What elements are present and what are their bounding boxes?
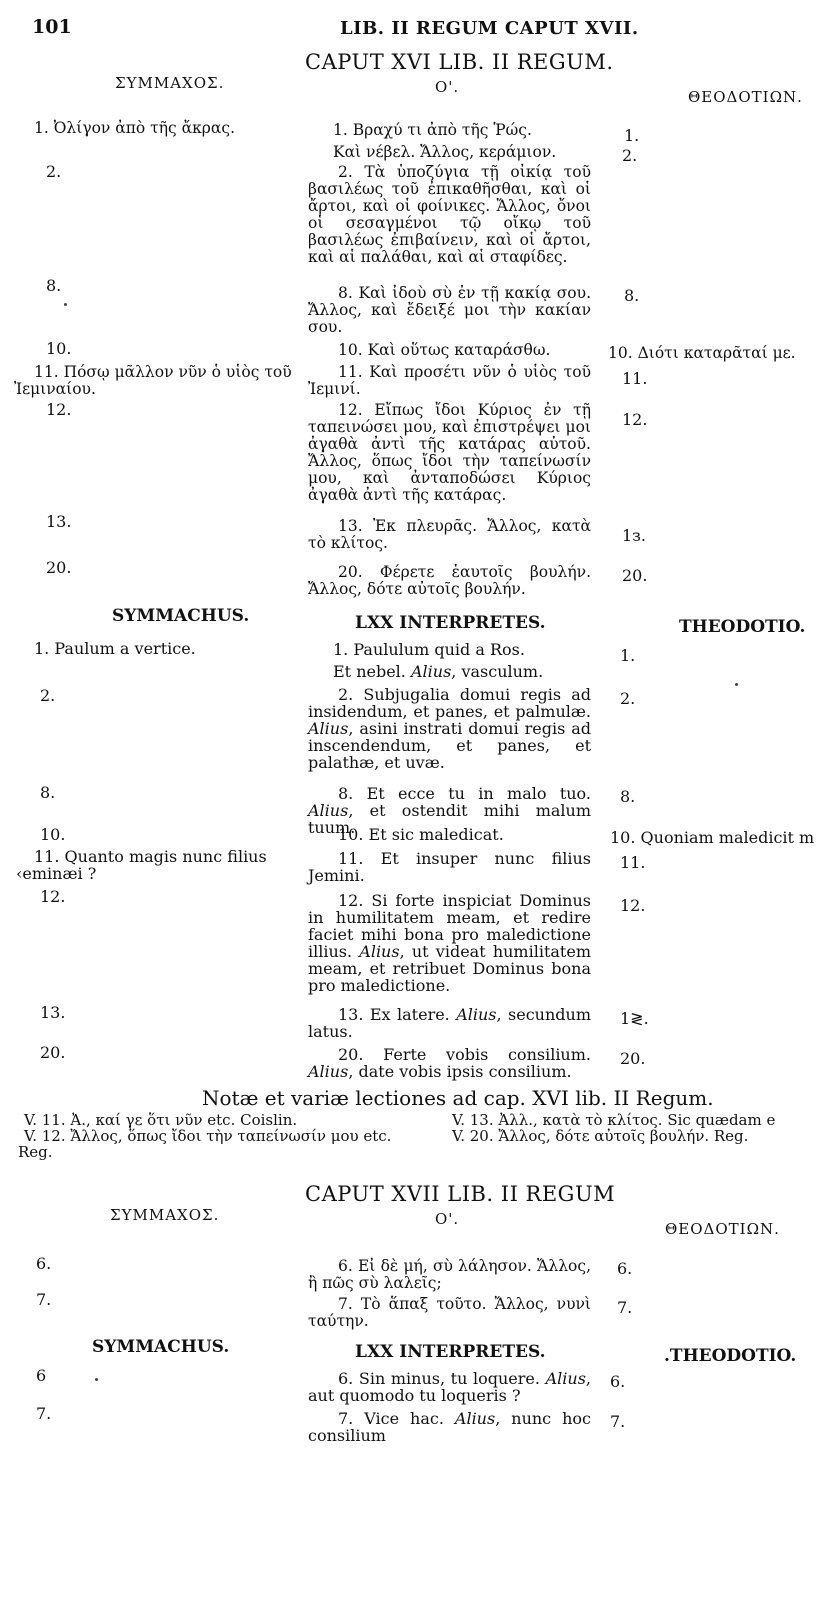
greek-lxx-v13: 13. Ἐκ πλευρᾶς. Ἄλλος, κατὰ τὸ κλίτος. <box>308 517 591 552</box>
latin-symmachus-v2: 2. <box>40 686 56 705</box>
latin-symmachus-v20: 20. <box>40 1043 66 1062</box>
greek-theodotion-v2: 2. <box>622 146 638 165</box>
latin-lxx-v13: 13. Ex latere. Alius, secundum latus. <box>308 1005 591 1041</box>
greek-symmachus-17-v6: 6. <box>36 1254 52 1273</box>
greek-theodotion-v11: 11. <box>622 369 648 388</box>
latin-lxx-v20: 20. Ferte vobis consilium. Alius, date vobis ipsis consilium. <box>308 1045 591 1081</box>
latin-lxx-v10: 10. Et sic maledicat. <box>338 825 504 844</box>
greek-lxx-v10: 10. Καὶ οὕτως καταράσθω. <box>338 341 551 359</box>
greek-symmachus-v11: 11. Πόσῳ μᾶλλον νῦν ὁ υἱὸς τοῦ <box>34 363 292 381</box>
ink-speck <box>95 1378 98 1381</box>
greek-theodotion-v10: 10. Διότι καταρᾶταί με. <box>608 344 796 362</box>
greek-symmachus-v13: 13. <box>46 512 72 531</box>
latin-symmachus-v13: 13. <box>40 1003 66 1022</box>
latin-symmachus-v12: 12. <box>40 887 66 906</box>
greek-lxx-nebel: Καὶ νέβελ. Ἄλλος, κεράμιον. <box>333 143 557 161</box>
greek-symmachus-v2: 2. <box>46 162 62 181</box>
ink-speck <box>735 683 738 686</box>
greek-lxx-17-v7: 7. Τὸ ἅπαξ τοῦτο. Ἄλλος, νυνὶ ταύτην. <box>308 1295 591 1330</box>
latin-theodotio-v11: 11. <box>620 853 646 872</box>
theodotio-latin-heading: THEODOTIO. <box>679 617 806 637</box>
ink-speck <box>64 303 67 306</box>
greek-lxx-v12: 12. Εἴπως ἴδοι Κύριος ἐν τῇ ταπεινώσει μου, καὶ ἐπιστρέψει μοι ἀγαθὰ ἀντὶ τῆς κατάρας αὐτοῦ. Ἄλλος, ὅπως ἴδοι τὴν ταπείνωσίν μου, καὶ ἀνταποδώσει Κύριος ἀγαθὰ ἀντὶ τῆς κατάρας. <box>308 401 591 504</box>
greek-symmachus-v11-cont: Ἰεμιναίου. <box>14 380 96 398</box>
greek-theodotion-v13: 1з. <box>622 526 646 545</box>
greek-theodotion-v20: 20. <box>622 566 648 585</box>
symmachus-latin-heading-17: SYMMACHUS. <box>92 1337 230 1357</box>
latin-symmachus-v11: 11. Quanto magis nunc filius <box>34 847 267 866</box>
page-number: 101 <box>32 16 72 38</box>
latin-theodotio-17-v7: 7. <box>610 1412 626 1431</box>
latin-theodotio-v2: 2. <box>620 689 636 708</box>
running-head: LIB. II REGUM CAPUT XVII. <box>340 18 639 39</box>
lxx-latin-heading: LXX INTERPRETES. <box>355 613 546 633</box>
greek-symmachus-v1: 1. Ὀλίγον ἀπὸ τῆς ἄκρας. <box>34 119 235 137</box>
symmachus-latin-heading: SYMMACHUS. <box>112 606 250 626</box>
latin-lxx-v12: 12. Si forte inspiciat Dominus in humilitatem meam, et redire faciet mihi bona pro maledictione illius. Alius, ut videat humilitatem meam, et retribuet Dominus bona pro maledictione. <box>308 891 591 995</box>
latin-symmachus-v1: 1. Paulum a vertice. <box>34 639 196 658</box>
latin-symmachus-17-v6: 6 <box>36 1366 47 1385</box>
greek-lxx-v11: 11. Καὶ προσέτι νῦν ὁ υἱὸς τοῦ Ἰεμινί. <box>308 363 591 398</box>
greek-lxx-v1: 1. Βραχύ τι ἀπὸ τῆς Ῥώς. <box>333 121 532 139</box>
latin-theodotio-17-v6: 6. <box>610 1372 626 1391</box>
theodotio-latin-heading-17: .THEODOTIO. <box>664 1346 797 1366</box>
greek-symmachus-17-v7: 7. <box>36 1290 52 1309</box>
latin-theodotio-v13: 1≷. <box>620 1009 649 1028</box>
note-v13: V. 13. Ἀλλ., κατὰ τὸ κλίτος. Sic quædam e <box>452 1111 776 1129</box>
note-v20: V. 20. Ἄλλος, δότε αὐτοῖς βουλήν. Reg. <box>452 1127 749 1145</box>
latin-lxx-v1: 1. Paululum quid a Ros. <box>333 640 525 659</box>
greek-lxx-v8: 8. Καὶ ἰδοὺ σὺ ἐν τῇ κακίᾳ σου. Ἄλλος, καὶ ἔδειξέ μοι τὴν κακίαν σου. <box>308 284 591 336</box>
latin-symmachus-17-v7: 7. <box>36 1404 52 1423</box>
greek-symmachus-v8: 8. <box>46 276 62 295</box>
chapter-16-title: CAPUT XVI LIB. II REGUM. <box>305 50 614 74</box>
symmachus-greek-heading-17: ΣΥΜΜΑΧΟΣ. <box>110 1206 220 1224</box>
latin-theodotio-v12: 12. <box>620 896 646 915</box>
latin-lxx-nebel: Et nebel. Alius, vasculum. <box>333 662 544 681</box>
greek-theodotion-v12: 12. <box>622 410 648 429</box>
notes-title: Notæ et variæ lectiones ad cap. XVI lib. II Regum. <box>202 1086 714 1110</box>
lxx-greek-heading-17: O'. <box>435 1210 460 1228</box>
latin-theodotio-v10: 10. Quoniam maledicit m <box>610 828 815 847</box>
greek-lxx-v2: 2. Τὰ ὑποζύγια τῇ οἰκίᾳ τοῦ βασιλέως τοῦ ἐπικαθῆσθαι, καὶ οἱ ἄρτοι, καὶ οἱ φοίνικες. Ἄλλος, ὄνοι οἱ σεσαγμένοι τῷ οἴκῳ τοῦ βασιλέως ἐπιβαίνειν, καὶ οἱ ἄρτοι, καὶ αἱ παλάθαι, καὶ αἱ σταφίδες. <box>308 163 591 266</box>
lxx-greek-heading: O'. <box>435 78 460 96</box>
latin-theodotio-v20: 20. <box>620 1049 646 1068</box>
latin-lxx-17-v7: 7. Vice hac. Alius, nunc hoc consilium <box>308 1409 592 1445</box>
latin-lxx-v8: 8. Et ecce tu in malo tuo. Alius, et ostendit mihi malum tuum. <box>308 784 591 837</box>
theodotion-greek-heading-17: ΘΕΟΔΟΤΙΩΝ. <box>665 1220 780 1238</box>
latin-symmachus-v11-cont: ‹eminæi ? <box>16 864 97 883</box>
chapter-17-title: CAPUT XVII LIB. II REGUM <box>305 1182 616 1206</box>
latin-symmachus-v10: 10. <box>40 825 66 844</box>
latin-theodotio-v8: 8. <box>620 787 636 806</box>
latin-symmachus-v8: 8. <box>40 783 56 802</box>
latin-lxx-17-v6: 6. Sin minus, tu loquere. Alius, aut quomodo tu loqueris ? <box>308 1369 591 1405</box>
lxx-latin-heading-17: LXX INTERPRETES. <box>355 1342 546 1362</box>
greek-symmachus-v20: 20. <box>46 558 72 577</box>
greek-theodotion-v1: 1. <box>624 126 640 145</box>
symmachus-greek-heading: ΣΥΜΜΑΧΟΣ. <box>115 74 225 92</box>
note-v12-cont: Reg. <box>18 1143 53 1161</box>
greek-symmachus-v10: 10. <box>46 339 72 358</box>
latin-lxx-v2: 2. Subjugalia domui regis ad insidendum, et panes, et palmulæ. Alius, asini instrati domui regis ad inscendendum, et panes, et palathæ, et uvæ. <box>308 685 591 772</box>
greek-theodotion-17-v7: 7. <box>617 1298 633 1317</box>
greek-theodotion-17-v6: 6. <box>617 1259 633 1278</box>
note-v11: V. 11. Ἀ., καί γε ὅτι νῦν etc. Coislin. <box>24 1111 298 1129</box>
theodotion-greek-heading: ΘΕΟΔΟΤΙΩΝ. <box>688 88 803 106</box>
latin-theodotio-v1: 1. <box>620 646 636 665</box>
greek-lxx-v20: 20. Φέρετε ἑαυτοῖς βουλήν. Ἄλλος, δότε αὐτοῖς βουλήν. <box>308 563 591 598</box>
greek-symmachus-v12: 12. <box>46 400 72 419</box>
note-v12: V. 12. Ἄλλος, ὅπως ἴδοι τὴν ταπείνωσίν μου etc. <box>24 1127 392 1145</box>
latin-lxx-v11: 11. Et insuper nunc filius Jemini. <box>308 849 591 885</box>
greek-lxx-17-v6: 6. Εἰ δὲ μή, σὺ λάλησον. Ἄλλος, ἢ πῶς σὺ λαλεῖς; <box>308 1257 591 1292</box>
greek-theodotion-v8: 8. <box>624 286 640 305</box>
